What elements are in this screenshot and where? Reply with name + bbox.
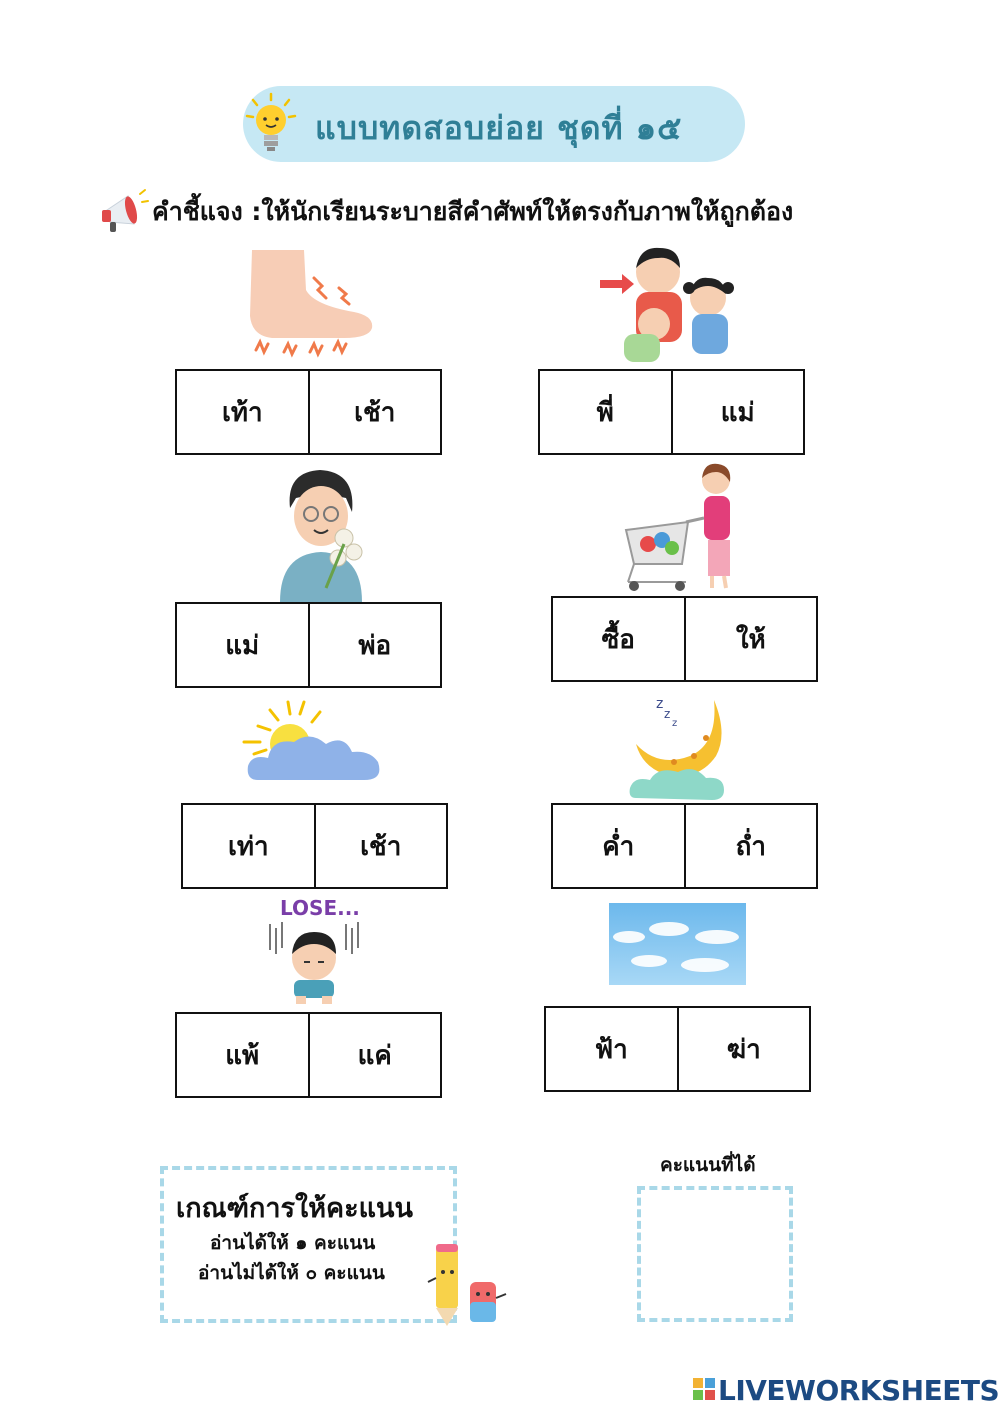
answer-box-3 (175, 602, 442, 688)
score-input-box[interactable] (637, 1186, 793, 1322)
answer-box-6 (551, 803, 818, 889)
answer-box-8 (544, 1006, 811, 1092)
option-3b[interactable]: พ่อ (308, 604, 441, 686)
option-8b[interactable]: ฆ่า (677, 1008, 810, 1090)
option-2b[interactable]: แม่ (671, 371, 804, 453)
lose-caption: LOSE... (280, 896, 360, 920)
option-4a[interactable]: ซื้อ (601, 624, 635, 655)
answer-box-1 (175, 369, 442, 455)
svg-text:z: z (664, 707, 671, 721)
option-1a[interactable]: เท้า (221, 397, 263, 428)
option-6b[interactable]: ถ่ำ (684, 805, 817, 887)
pencil-eraser-icon (424, 1242, 508, 1328)
svg-text:z: z (672, 718, 678, 729)
option-5a[interactable]: เท่า (227, 831, 269, 862)
option-3a[interactable]: แม่ (225, 630, 260, 661)
brand-name: LIVEWORKSHEETS (718, 1374, 1000, 1407)
option-6a[interactable]: ค่ำ (602, 831, 635, 862)
sky-icon (609, 903, 746, 985)
foot-icon (244, 250, 379, 362)
page-title: แบบทดสอบย่อย ชุดที่ ๑๕ (315, 109, 683, 147)
answer-box-2 (538, 369, 805, 455)
score-label: คะแนนที่ได้ (660, 1154, 756, 1176)
instruction-text: คำชี้แจง :ให้นักเรียนระบายสีคำศัพท์ให้ตรงกับภาพให้ถูกต้อง (152, 197, 794, 226)
option-7b[interactable]: แค่ (308, 1014, 441, 1096)
liveworksheets-logo-icon (693, 1378, 715, 1400)
option-1b[interactable]: เช้า (308, 371, 441, 453)
criteria-line-1: อ่านได้ให้ ๑ คะแนน (210, 1232, 376, 1254)
lightbulb-icon (245, 92, 297, 158)
megaphone-icon (98, 186, 150, 238)
answer-box-5 (181, 803, 448, 889)
answer-box-4 (551, 596, 818, 682)
option-2a[interactable]: พี่ (596, 397, 614, 428)
option-7a[interactable]: แพ้ (225, 1040, 260, 1071)
father-icon (276, 468, 366, 602)
answer-box-7 (175, 1012, 442, 1098)
criteria-line-2: อ่านไม่ได้ให้ ๐ คะแนน (198, 1262, 385, 1284)
option-4b[interactable]: ให้ (684, 598, 817, 680)
option-5b[interactable]: เช้า (314, 805, 447, 887)
night-moon-icon (628, 694, 728, 802)
criteria-title: เกณฑ์การให้คะแนน (176, 1193, 413, 1224)
siblings-icon (598, 242, 748, 368)
svg-text:z: z (656, 696, 664, 712)
morning-sun-icon (240, 700, 385, 784)
shopping-cart-icon (620, 460, 750, 594)
lose-kid-icon (264, 920, 364, 1006)
option-8a[interactable]: ฟ้า (594, 1034, 628, 1065)
